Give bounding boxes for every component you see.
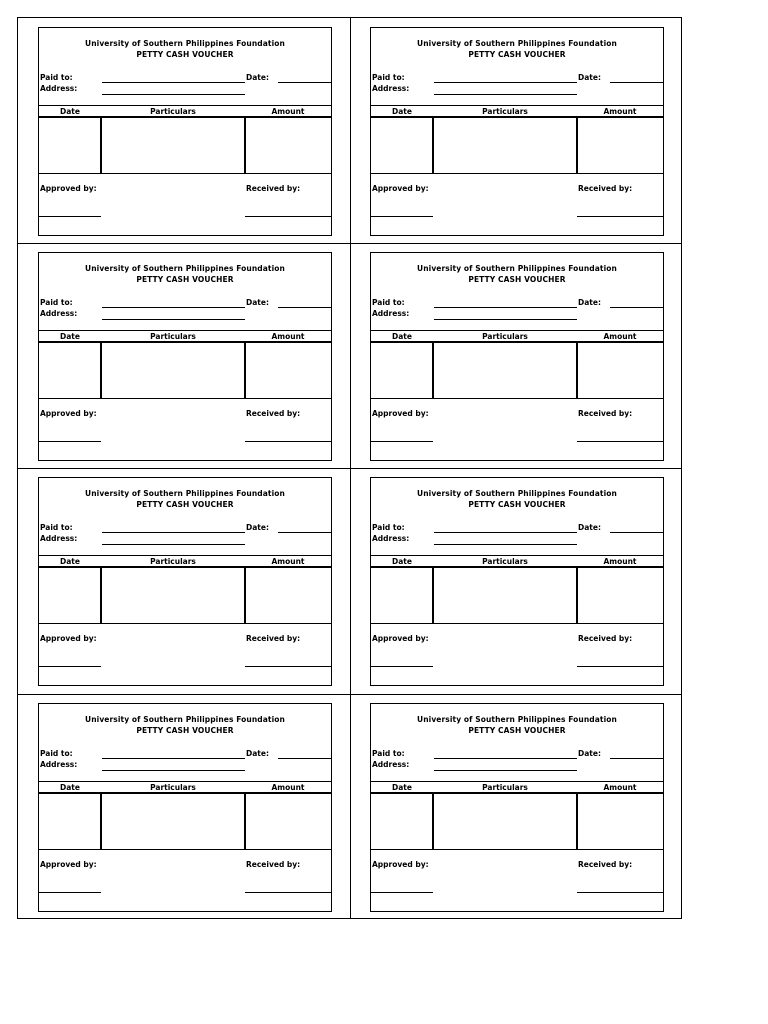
table-top-rule xyxy=(371,105,663,106)
table-header-rule xyxy=(371,116,663,118)
column-header-date: Date xyxy=(60,557,80,566)
date-label: Date: xyxy=(246,73,269,82)
sheet-row-divider xyxy=(18,468,681,469)
table-bottom-rule xyxy=(371,173,663,174)
table-column-line xyxy=(576,117,578,173)
organization-name: University of Southern Philippines Foundation xyxy=(417,39,617,48)
table-header-rule xyxy=(39,792,331,794)
address-line xyxy=(102,94,245,95)
address-line xyxy=(434,770,577,771)
address-label: Address: xyxy=(40,309,78,318)
organization-name: University of Southern Philippines Foundation xyxy=(85,489,285,498)
approved-by-signature-line xyxy=(371,216,433,217)
date-line xyxy=(278,82,331,83)
received-by-signature-line xyxy=(577,216,663,217)
paid-to-label: Paid to: xyxy=(372,523,405,532)
paid-to-line xyxy=(102,758,245,759)
approved-by-signature-line xyxy=(371,892,433,893)
column-header-amount: Amount xyxy=(603,783,637,792)
table-bottom-rule xyxy=(371,398,663,399)
approved-by-signature-line xyxy=(371,666,433,667)
column-header-date: Date xyxy=(60,332,80,341)
paid-to-label: Paid to: xyxy=(372,73,405,82)
paid-to-label: Paid to: xyxy=(40,749,73,758)
date-line xyxy=(278,307,331,308)
address-label: Address: xyxy=(40,760,78,769)
paid-to-line xyxy=(434,307,577,308)
received-by-signature-line xyxy=(577,666,663,667)
table-column-line xyxy=(244,793,246,849)
table-header-rule xyxy=(371,566,663,568)
voucher-title: PETTY CASH VOUCHER xyxy=(468,726,566,735)
petty-cash-voucher xyxy=(370,252,664,461)
column-header-amount: Amount xyxy=(271,332,305,341)
received-by-signature-line xyxy=(577,892,663,893)
table-top-rule xyxy=(39,555,331,556)
organization-name: University of Southern Philippines Foundation xyxy=(85,715,285,724)
table-bottom-rule xyxy=(371,849,663,850)
column-header-date: Date xyxy=(392,107,412,116)
received-by-label: Received by: xyxy=(246,860,301,869)
received-by-signature-line xyxy=(245,666,331,667)
table-column-line xyxy=(100,342,102,398)
column-header-amount: Amount xyxy=(603,332,637,341)
paid-to-line xyxy=(434,532,577,533)
table-top-rule xyxy=(39,781,331,782)
petty-cash-voucher xyxy=(38,477,332,686)
column-header-date: Date xyxy=(392,332,412,341)
table-column-line xyxy=(244,567,246,623)
table-top-rule xyxy=(39,330,331,331)
date-line xyxy=(610,307,663,308)
date-label: Date: xyxy=(578,73,601,82)
voucher-title: PETTY CASH VOUCHER xyxy=(468,275,566,284)
received-by-label: Received by: xyxy=(578,860,633,869)
paid-to-line xyxy=(102,532,245,533)
received-by-signature-line xyxy=(245,892,331,893)
column-header-particulars: Particulars xyxy=(482,107,528,116)
table-column-line xyxy=(432,567,434,623)
address-label: Address: xyxy=(40,84,78,93)
approved-by-label: Approved by: xyxy=(40,184,97,193)
organization-name: University of Southern Philippines Foundation xyxy=(85,39,285,48)
table-bottom-rule xyxy=(39,623,331,624)
table-column-line xyxy=(244,342,246,398)
approved-by-signature-line xyxy=(39,441,101,442)
address-line xyxy=(102,544,245,545)
column-header-date: Date xyxy=(392,783,412,792)
received-by-signature-line xyxy=(245,441,331,442)
received-by-label: Received by: xyxy=(578,634,633,643)
petty-cash-voucher xyxy=(370,703,664,912)
petty-cash-voucher xyxy=(38,703,332,912)
column-header-particulars: Particulars xyxy=(150,783,196,792)
table-header-rule xyxy=(371,792,663,794)
column-header-amount: Amount xyxy=(271,557,305,566)
paid-to-line xyxy=(102,307,245,308)
table-header-rule xyxy=(39,566,331,568)
table-column-line xyxy=(576,567,578,623)
voucher-title: PETTY CASH VOUCHER xyxy=(468,500,566,509)
table-column-line xyxy=(432,793,434,849)
voucher-title: PETTY CASH VOUCHER xyxy=(136,726,234,735)
approved-by-label: Approved by: xyxy=(372,184,429,193)
table-header-rule xyxy=(39,341,331,343)
petty-cash-voucher xyxy=(38,252,332,461)
address-line xyxy=(102,770,245,771)
table-top-rule xyxy=(371,555,663,556)
column-header-particulars: Particulars xyxy=(150,107,196,116)
column-header-amount: Amount xyxy=(603,107,637,116)
column-header-particulars: Particulars xyxy=(482,557,528,566)
column-header-date: Date xyxy=(60,107,80,116)
table-bottom-rule xyxy=(371,623,663,624)
voucher-title: PETTY CASH VOUCHER xyxy=(136,275,234,284)
table-column-line xyxy=(100,117,102,173)
petty-cash-voucher xyxy=(370,477,664,686)
table-column-line xyxy=(432,342,434,398)
table-header-rule xyxy=(39,116,331,118)
received-by-label: Received by: xyxy=(246,634,301,643)
address-label: Address: xyxy=(372,534,410,543)
date-line xyxy=(610,532,663,533)
received-by-label: Received by: xyxy=(246,409,301,418)
column-header-amount: Amount xyxy=(603,557,637,566)
paid-to-label: Paid to: xyxy=(372,749,405,758)
table-top-rule xyxy=(371,330,663,331)
address-label: Address: xyxy=(372,309,410,318)
voucher-title: PETTY CASH VOUCHER xyxy=(136,50,234,59)
organization-name: University of Southern Philippines Foundation xyxy=(85,264,285,273)
received-by-signature-line xyxy=(245,216,331,217)
received-by-label: Received by: xyxy=(578,409,633,418)
table-top-rule xyxy=(39,105,331,106)
date-label: Date: xyxy=(246,298,269,307)
sheet-row-divider xyxy=(18,694,681,695)
table-column-line xyxy=(576,793,578,849)
approved-by-label: Approved by: xyxy=(372,409,429,418)
approved-by-label: Approved by: xyxy=(372,634,429,643)
table-column-line xyxy=(100,793,102,849)
address-label: Address: xyxy=(372,84,410,93)
approved-by-signature-line xyxy=(39,216,101,217)
table-column-line xyxy=(432,117,434,173)
table-column-line xyxy=(100,567,102,623)
received-by-label: Received by: xyxy=(578,184,633,193)
approved-by-signature-line xyxy=(371,441,433,442)
paid-to-line xyxy=(434,82,577,83)
paid-to-label: Paid to: xyxy=(40,523,73,532)
approved-by-signature-line xyxy=(39,892,101,893)
organization-name: University of Southern Philippines Foundation xyxy=(417,715,617,724)
date-line xyxy=(610,758,663,759)
approved-by-label: Approved by: xyxy=(372,860,429,869)
paid-to-label: Paid to: xyxy=(372,298,405,307)
date-label: Date: xyxy=(578,749,601,758)
column-header-date: Date xyxy=(392,557,412,566)
address-line xyxy=(434,94,577,95)
voucher-title: PETTY CASH VOUCHER xyxy=(136,500,234,509)
column-header-particulars: Particulars xyxy=(482,783,528,792)
column-header-particulars: Particulars xyxy=(150,332,196,341)
organization-name: University of Southern Philippines Foundation xyxy=(417,264,617,273)
organization-name: University of Southern Philippines Foundation xyxy=(417,489,617,498)
approved-by-label: Approved by: xyxy=(40,634,97,643)
paid-to-label: Paid to: xyxy=(40,298,73,307)
received-by-signature-line xyxy=(577,441,663,442)
table-column-line xyxy=(576,342,578,398)
address-line xyxy=(434,319,577,320)
paid-to-label: Paid to: xyxy=(40,73,73,82)
column-header-date: Date xyxy=(60,783,80,792)
date-line xyxy=(278,758,331,759)
address-line xyxy=(434,544,577,545)
table-bottom-rule xyxy=(39,398,331,399)
column-header-amount: Amount xyxy=(271,107,305,116)
date-label: Date: xyxy=(246,749,269,758)
date-label: Date: xyxy=(246,523,269,532)
address-label: Address: xyxy=(372,760,410,769)
table-bottom-rule xyxy=(39,849,331,850)
approved-by-label: Approved by: xyxy=(40,409,97,418)
address-line xyxy=(102,319,245,320)
voucher-sheet xyxy=(17,17,682,919)
table-bottom-rule xyxy=(39,173,331,174)
table-column-line xyxy=(244,117,246,173)
paid-to-line xyxy=(434,758,577,759)
paid-to-line xyxy=(102,82,245,83)
date-line xyxy=(610,82,663,83)
date-line xyxy=(278,532,331,533)
column-header-particulars: Particulars xyxy=(482,332,528,341)
address-label: Address: xyxy=(40,534,78,543)
petty-cash-voucher xyxy=(38,27,332,236)
column-header-amount: Amount xyxy=(271,783,305,792)
column-header-particulars: Particulars xyxy=(150,557,196,566)
received-by-label: Received by: xyxy=(246,184,301,193)
voucher-title: PETTY CASH VOUCHER xyxy=(468,50,566,59)
date-label: Date: xyxy=(578,523,601,532)
table-header-rule xyxy=(371,341,663,343)
table-top-rule xyxy=(371,781,663,782)
approved-by-label: Approved by: xyxy=(40,860,97,869)
petty-cash-voucher xyxy=(370,27,664,236)
approved-by-signature-line xyxy=(39,666,101,667)
date-label: Date: xyxy=(578,298,601,307)
sheet-row-divider xyxy=(18,243,681,244)
